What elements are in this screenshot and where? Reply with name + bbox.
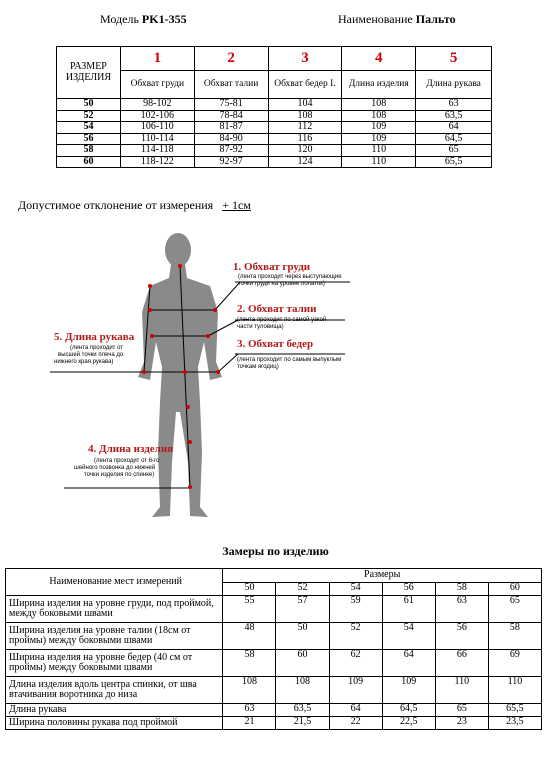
- name-value: Пальто: [415, 12, 456, 26]
- value-cell: 63,5: [276, 704, 329, 717]
- table-row: [6, 704, 542, 717]
- value-cell: 65: [435, 704, 488, 717]
- column-number: 5: [416, 47, 492, 71]
- value-cell: 65: [488, 596, 541, 623]
- value-cell: 23: [435, 717, 488, 730]
- column-number: 4: [342, 47, 416, 71]
- value-cell: 64: [416, 122, 492, 134]
- size-cell: 60: [488, 583, 541, 596]
- value-cell: 106-110: [120, 122, 194, 134]
- measurements-title: Замеры по изделию: [222, 544, 329, 558]
- value-cell: 64: [382, 650, 435, 677]
- table-row: [57, 110, 492, 122]
- table-row: [57, 99, 492, 111]
- value-cell: 87-92: [194, 145, 268, 157]
- size-cell: 50: [223, 583, 276, 596]
- value-cell: 23,5: [488, 717, 541, 730]
- value-cell: 55: [223, 596, 276, 623]
- annotation-waist-note: (лента проходит по самой узкой: [237, 317, 327, 323]
- size-cell: 54: [57, 122, 121, 134]
- column-number: 3: [268, 47, 342, 71]
- table-row: [57, 133, 492, 145]
- value-cell: 108: [276, 677, 329, 704]
- sizes-header-cell: Размеры: [223, 569, 542, 583]
- name-header-cell: Наименование мест измерений: [6, 569, 223, 596]
- column-number: 1: [120, 47, 194, 71]
- value-cell: 109: [342, 133, 416, 145]
- annotation-sleeve-note: нижнего края рукава): [54, 359, 114, 365]
- value-cell: 118-122: [120, 156, 194, 168]
- value-cell: 63: [435, 596, 488, 623]
- measure-name: Ширина половины рукава под проймой: [6, 717, 223, 730]
- table-row: [57, 145, 492, 157]
- table-row: [6, 596, 542, 623]
- value-cell: 58: [223, 650, 276, 677]
- value-cell: 110-114: [120, 133, 194, 145]
- annotation-sleeve-note: (лента проходит от: [70, 345, 124, 351]
- value-cell: 104: [268, 99, 342, 111]
- value-cell: 62: [329, 650, 382, 677]
- value-cell: 108: [342, 99, 416, 111]
- tolerance-value: + 1см: [222, 198, 251, 212]
- size-cell: 56: [382, 583, 435, 596]
- table-row: [6, 650, 542, 677]
- value-cell: 124: [268, 156, 342, 168]
- value-cell: 65,5: [416, 156, 492, 168]
- value-cell: 21: [223, 717, 276, 730]
- tolerance-text: Допустимое отклонение от измерения: [18, 198, 214, 212]
- size-cell: 58: [435, 583, 488, 596]
- size-cell: 58: [57, 145, 121, 157]
- column-label: Длина изделия: [342, 71, 416, 99]
- annotation-waist-title: 2. Обхват талии: [237, 303, 317, 315]
- value-cell: 22: [329, 717, 382, 730]
- value-cell: 110: [342, 145, 416, 157]
- annotation-length-note: (лента проходит от 6-го: [94, 458, 160, 464]
- value-cell: 57: [276, 596, 329, 623]
- value-cell: 108: [268, 110, 342, 122]
- column-label: Обхват груди: [120, 71, 194, 99]
- value-cell: 102-106: [120, 110, 194, 122]
- name-label: Наименование: [338, 12, 413, 26]
- value-cell: 22,5: [382, 717, 435, 730]
- model-line: [100, 12, 187, 27]
- table-row: [6, 623, 542, 650]
- annotation-hips-note: (лента проходит по самым выпуклым: [237, 357, 342, 363]
- measure-name: Длина изделия вдоль центра спинки, от шва втачивания воротника до низа: [6, 677, 223, 704]
- column-label: Длина рукава: [416, 71, 492, 99]
- value-cell: 69: [488, 650, 541, 677]
- table-row: [57, 122, 492, 134]
- annotation-hips-note: точкам ягодиц): [237, 364, 279, 370]
- annotation-waist-note: части туловища): [237, 324, 284, 330]
- tolerance-line: [18, 198, 251, 213]
- value-cell: 65,5: [488, 704, 541, 717]
- value-cell: 65: [416, 145, 492, 157]
- measurement-figure: [40, 222, 500, 522]
- size-header-cell: РАЗМЕР ИЗДЕЛИЯ: [57, 47, 121, 99]
- value-cell: 110: [488, 677, 541, 704]
- value-cell: 50: [276, 623, 329, 650]
- value-cell: 63: [416, 99, 492, 111]
- value-cell: 64,5: [416, 133, 492, 145]
- value-cell: 114-118: [120, 145, 194, 157]
- value-cell: 58: [488, 623, 541, 650]
- size-cell: 52: [276, 583, 329, 596]
- value-cell: 109: [329, 677, 382, 704]
- table-row: [6, 677, 542, 704]
- size-chart-table: [56, 46, 492, 168]
- value-cell: 84-90: [194, 133, 268, 145]
- column-label: Обхват талии: [194, 71, 268, 99]
- value-cell: 21,5: [276, 717, 329, 730]
- model-value: PK1-355: [141, 12, 187, 26]
- measure-name: Ширина изделия на уровне талии (18см от проймы) между боковыми швами: [6, 623, 223, 650]
- value-cell: 110: [435, 677, 488, 704]
- value-cell: 108: [342, 110, 416, 122]
- value-cell: 59: [329, 596, 382, 623]
- annotation-bust-title: 1. Обхват груди: [233, 261, 311, 273]
- annotation-bust-note: (лента проходит через выступающие: [238, 274, 342, 280]
- value-cell: 61: [382, 596, 435, 623]
- annotation-sleeve-note: высшей точки плеча до: [58, 352, 124, 358]
- value-cell: 56: [435, 623, 488, 650]
- column-label: Обхват бедер I.: [268, 71, 342, 99]
- value-cell: 64,5: [382, 704, 435, 717]
- value-cell: 81-87: [194, 122, 268, 134]
- size-cell: 50: [57, 99, 121, 111]
- value-cell: 60: [276, 650, 329, 677]
- measurements-table: [5, 568, 542, 730]
- value-cell: 112: [268, 122, 342, 134]
- measure-name: Длина рукава: [6, 704, 223, 717]
- value-cell: 66: [435, 650, 488, 677]
- annotation-sleeve-title: 5. Длина рукава: [54, 331, 135, 343]
- value-cell: 109: [382, 677, 435, 704]
- size-cell: 52: [57, 110, 121, 122]
- value-cell: 92-97: [194, 156, 268, 168]
- annotation-length-note: точки изделия по спинке): [84, 472, 155, 478]
- value-cell: 120: [268, 145, 342, 157]
- value-cell: 98-102: [120, 99, 194, 111]
- measure-name: Ширина изделия на уровне бедер (40 см от проймы) между боковыми швами: [6, 650, 223, 677]
- value-cell: 52: [329, 623, 382, 650]
- column-number: 2: [194, 47, 268, 71]
- value-cell: 75-81: [194, 99, 268, 111]
- value-cell: 108: [223, 677, 276, 704]
- model-label: Модель: [100, 12, 139, 26]
- size-cell: 56: [57, 133, 121, 145]
- value-cell: 63,5: [416, 110, 492, 122]
- annotation-bust-note: точки груди на уровне лопаток): [238, 281, 325, 287]
- size-cell: 54: [329, 583, 382, 596]
- value-cell: 110: [342, 156, 416, 168]
- table-row: [6, 717, 542, 730]
- value-cell: 78-84: [194, 110, 268, 122]
- annotation-length-title: 4. Длина изделия: [88, 443, 174, 455]
- value-cell: 116: [268, 133, 342, 145]
- leader-3: [218, 354, 238, 372]
- size-cell: 60: [57, 156, 121, 168]
- value-cell: 54: [382, 623, 435, 650]
- table-row: [57, 156, 492, 168]
- value-cell: 64: [329, 704, 382, 717]
- measure-name: Ширина изделия на уровне груди, под проймой, между боковыми швами: [6, 596, 223, 623]
- annotation-hips-title: 3. Обхват бедер: [237, 338, 314, 350]
- value-cell: 109: [342, 122, 416, 134]
- name-line: [338, 12, 456, 27]
- value-cell: 63: [223, 704, 276, 717]
- annotation-length-note: шейного позвонка до нижней: [74, 465, 156, 471]
- value-cell: 48: [223, 623, 276, 650]
